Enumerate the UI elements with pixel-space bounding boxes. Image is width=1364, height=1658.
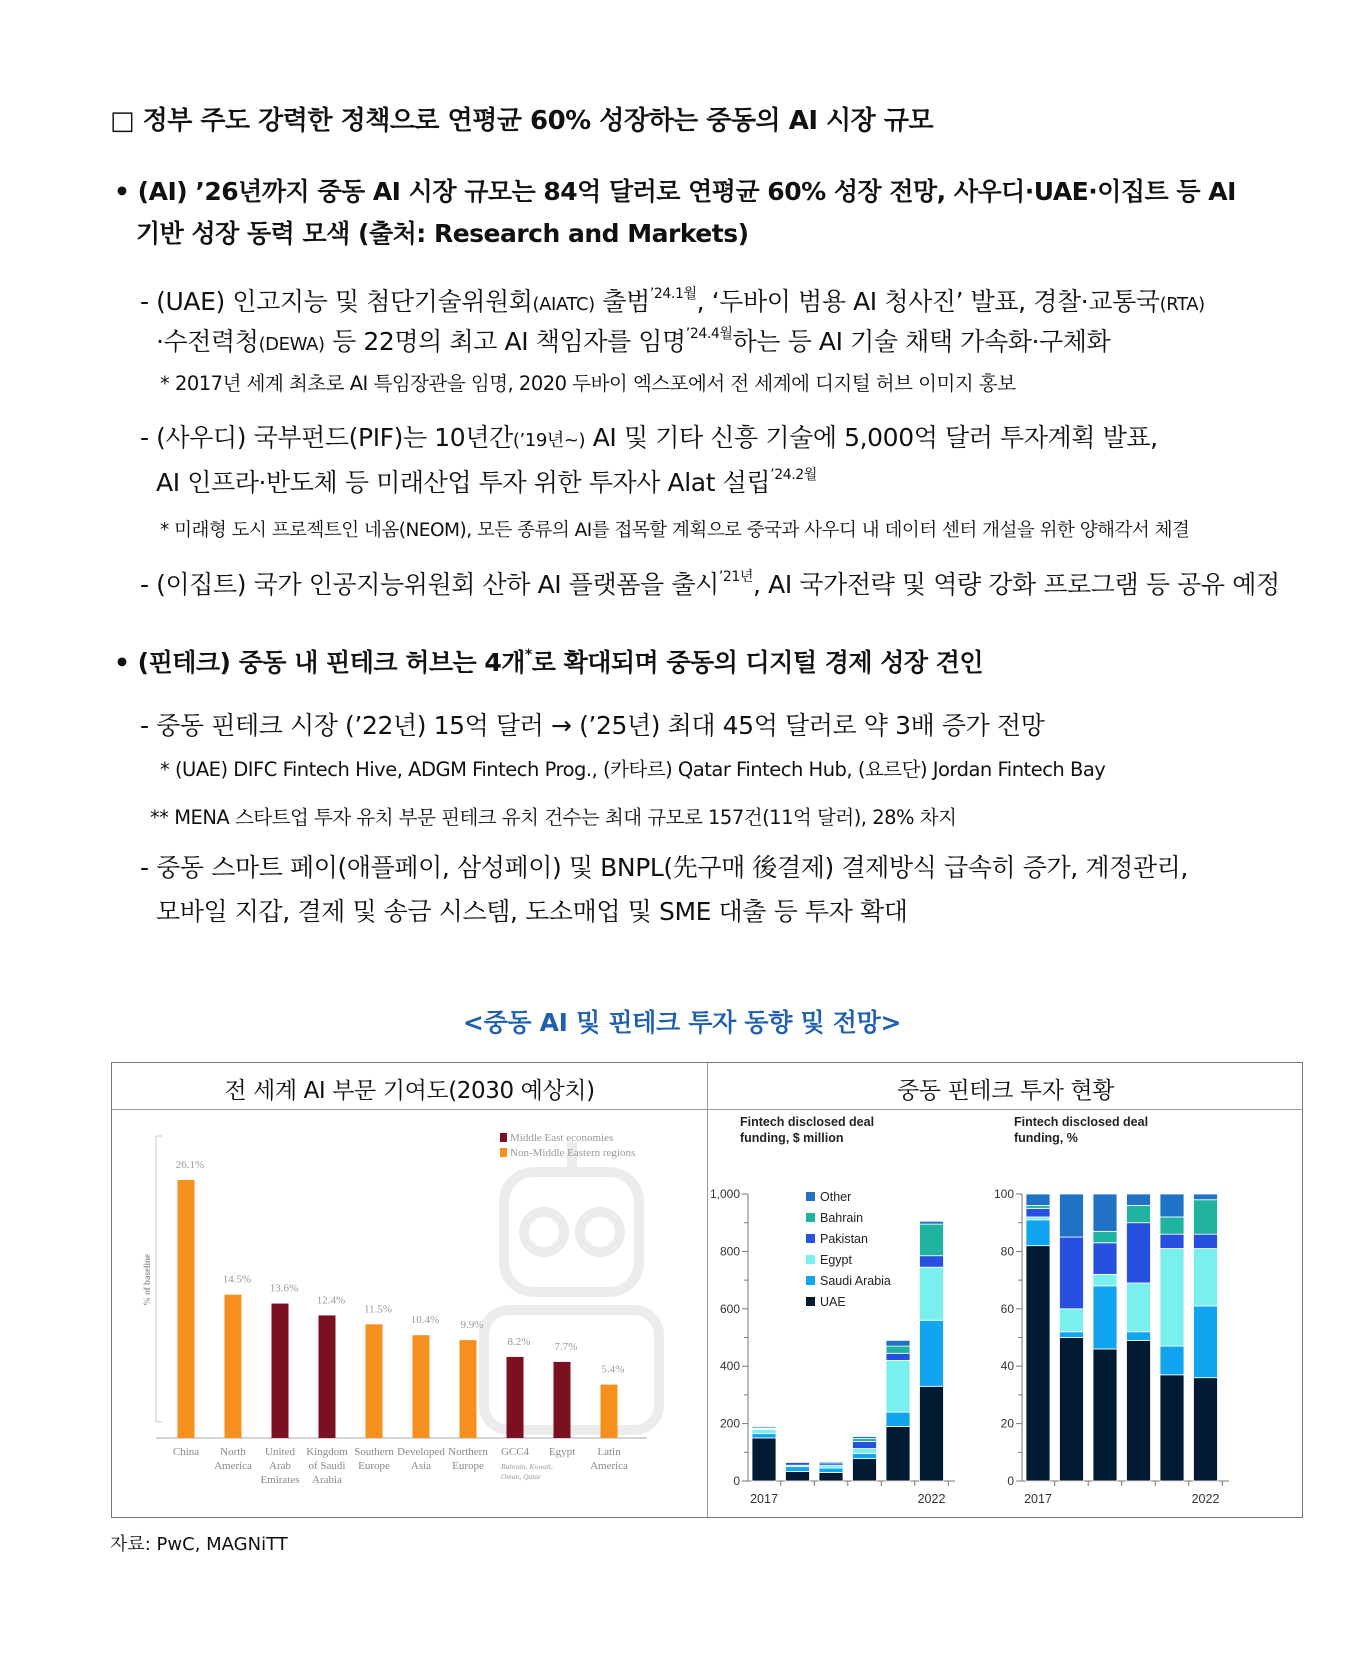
- chart2-y-tick-label: 100: [993, 1187, 1014, 1201]
- chart2-segment-saudi-arabia: [1026, 1220, 1050, 1246]
- y-axis-label: % of baseline: [142, 1253, 152, 1307]
- bar-2: [272, 1304, 289, 1438]
- x-tick-label: Arab: [269, 1460, 291, 1472]
- chart1-segment-uae: [819, 1472, 843, 1481]
- chart1-segment-saudi-arabia: [886, 1412, 910, 1426]
- egypt-line: [140, 565, 1280, 601]
- right-panel-title: 중동 핀테크 투자 현황: [896, 1078, 1115, 1104]
- chart1-y-tick-label: 600: [719, 1301, 740, 1316]
- chart1-segment-other: [920, 1221, 944, 1224]
- x-tick-label: Egypt: [548, 1446, 576, 1458]
- egypt-date-sup: ’21년: [718, 569, 754, 585]
- bar-value-label: 26.1%: [175, 1159, 205, 1171]
- chart2-segment-egypt: [1160, 1249, 1184, 1347]
- bar-4: [366, 1324, 383, 1438]
- x-tick-label: United: [265, 1446, 295, 1458]
- chart2-title-line: funding, %: [1014, 1131, 1078, 1145]
- bar-9: [601, 1385, 618, 1438]
- chart1-segment-egypt: [886, 1360, 910, 1412]
- chart1-y-tick-label: 800: [719, 1244, 740, 1259]
- chart1-segment-uae: [920, 1386, 944, 1481]
- chart2-segment-bahrain: [1026, 1205, 1050, 1208]
- x-tick-label: Asia: [410, 1460, 432, 1472]
- uae-rta: (RTA): [1159, 294, 1205, 315]
- chart2-segment-uae: [1127, 1340, 1151, 1481]
- chart2-segment-bahrain: [1127, 1205, 1151, 1222]
- chart2-y-tick-label: 60: [1000, 1301, 1014, 1316]
- chart2-segment-other: [1160, 1194, 1184, 1217]
- legend-swatch-uae: [806, 1297, 815, 1306]
- chart1-segment-saudi-arabia: [752, 1434, 776, 1438]
- chart2-y-tick-label: 80: [1000, 1244, 1014, 1259]
- chart2-y-tick-label: 20: [1000, 1416, 1014, 1431]
- chart1-x-tick-label: 2022: [917, 1492, 946, 1506]
- gcc4-note: Bahrain, Kuwait,: [501, 1462, 553, 1471]
- fintech-head-sup: *: [524, 647, 532, 663]
- gcc4-note: Oman, Qatar: [501, 1472, 542, 1481]
- chart2-segment-bahrain: [1093, 1231, 1117, 1242]
- uae-date-sup: ’24.1월: [649, 286, 697, 302]
- chart2-segment-bahrain: [1160, 1217, 1184, 1234]
- fintech-note-1: * (UAE) DIFC Fintech Hive, ADGM Fintech Prog., (카타르) Qatar Fintech Hub, (요르단) Jordan Fintech Bay: [160, 758, 1106, 781]
- x-tick-label: North: [220, 1446, 246, 1458]
- chart2-x-tick-label: 2017: [1024, 1492, 1052, 1506]
- chart2-y-tick-label: 40: [1000, 1359, 1014, 1374]
- legend-swatch-bahrain: [806, 1213, 815, 1222]
- figure-title: <중동 AI 및 핀테크 투자 동향 및 전망>: [462, 1008, 902, 1037]
- saudi-line-1: [140, 418, 1158, 454]
- bar-1: [225, 1295, 242, 1438]
- chart1-y-tick-label: 400: [719, 1359, 740, 1374]
- uae-line-2: [156, 322, 1110, 358]
- chart1-y-tick-label: 200: [719, 1416, 740, 1431]
- bar-6: [460, 1340, 477, 1438]
- x-tick-label: of Saudi: [308, 1460, 346, 1472]
- bar-value-label: 9.9%: [460, 1319, 484, 1332]
- chart1-segment-uae: [886, 1426, 910, 1481]
- uae-text-a: - (UAE) 인고지능 및 첨단기술위원회: [140, 287, 533, 316]
- chart1-segment-egypt: [853, 1449, 877, 1454]
- x-tick-label: Northern: [448, 1446, 488, 1458]
- chart1-segment-pakistan: [853, 1441, 877, 1448]
- legend-label-middle-east: Middle East economies: [510, 1132, 614, 1144]
- bar-value-label: 11.5%: [363, 1303, 393, 1316]
- bar-value-label: 7.7%: [554, 1340, 578, 1353]
- legend-swatch-middle-east: [500, 1133, 507, 1142]
- chart2-x-tick-label: 2022: [1191, 1492, 1220, 1506]
- chart1-title-line: Fintech disclosed deal: [740, 1115, 875, 1129]
- legend-label-non-middle-east: Non-Middle Eastern regions: [510, 1147, 636, 1159]
- x-tick-label: Latin: [597, 1446, 621, 1458]
- bar-value-label: 10.4%: [410, 1314, 440, 1327]
- x-tick-label: Kingdom: [306, 1446, 348, 1458]
- chart1-segment-egypt: [752, 1429, 776, 1433]
- chart1-segment-pakistan: [886, 1353, 910, 1360]
- chart2-segment-egypt: [1093, 1274, 1117, 1285]
- chart1-segment-other: [786, 1461, 810, 1462]
- chart1-segment-uae: [853, 1459, 877, 1481]
- saudi-text-a: - (사우디) 국부펀드(PIF)는 10년간: [140, 423, 513, 452]
- bar-value-label: 12.4%: [316, 1294, 346, 1307]
- chart2-segment-saudi-arabia: [1127, 1332, 1151, 1341]
- legend-swatch-pakistan: [806, 1234, 815, 1243]
- bar-value-label: 8.2%: [507, 1335, 531, 1348]
- chart2-segment-uae: [1093, 1349, 1117, 1481]
- x-tick-label: GCC4: [500, 1446, 530, 1458]
- legend-label-egypt: Egypt: [820, 1253, 852, 1267]
- legend-label-uae: UAE: [820, 1295, 846, 1309]
- x-tick-label: America: [214, 1460, 252, 1472]
- chart2-segment-pakistan: [1093, 1243, 1117, 1275]
- x-tick-label: Europe: [452, 1460, 484, 1472]
- x-tick-label: Developed: [397, 1446, 445, 1458]
- chart2-segment-saudi-arabia: [1160, 1346, 1184, 1375]
- bar-8: [554, 1362, 571, 1438]
- chart2-segment-pakistan: [1127, 1223, 1151, 1283]
- uae-text-c: 출범: [594, 287, 650, 316]
- chart2-segment-saudi-arabia: [1194, 1306, 1218, 1378]
- x-tick-label: Arabia: [312, 1474, 342, 1486]
- uae2-date-sup: ’24.4월: [685, 326, 733, 342]
- fintech-bullet-heading: [114, 643, 983, 679]
- chart1-y-tick-label: 1,000: [709, 1187, 740, 1201]
- chart2-segment-other: [1026, 1194, 1050, 1205]
- egypt-text-b: , AI 국가전략 및 역량 강화 프로그램 등 공유 예정: [753, 570, 1280, 599]
- left-panel-header: [112, 1063, 707, 1110]
- egypt-text-a: - (이집트) 국가 인공지능위원회 산하 AI 플랫폼을 출시: [140, 570, 719, 599]
- chart2-segment-egypt: [1060, 1309, 1084, 1332]
- uae-aiatc: (AIATC): [532, 294, 595, 315]
- fintech-line-2: - 중동 스마트 페이(애플페이, 삼성페이) 및 BNPL(先구매 後결제) 결제방식 급속히 증가, 계정관리,: [140, 853, 1188, 882]
- bar-7: [507, 1357, 524, 1438]
- bar-5: [413, 1335, 430, 1438]
- uae2-text-d: 하는 등 AI 기술 채택 가속화·구체화: [732, 327, 1111, 356]
- fintech-line-3: 모바일 지갑, 결제 및 송금 시스템, 도소매업 및 SME 대출 등 투자 확대: [156, 897, 908, 926]
- chart1-segment-other: [752, 1426, 776, 1427]
- chart2-y-tick-label: 0: [1007, 1474, 1014, 1488]
- chart2-segment-pakistan: [1160, 1234, 1184, 1248]
- section-heading: □ 정부 주도 강력한 정책으로 연평균 60% 성장하는 중동의 AI 시장 규모: [110, 106, 934, 136]
- chart1-title-line: funding, $ million: [740, 1131, 844, 1145]
- ai-contribution-chart: [112, 1110, 706, 1515]
- uae-text-d: , ‘두바이 범용 AI 청사진’ 발표, 경찰·교통국: [696, 287, 1160, 316]
- fintech-line-1: - 중동 핀테크 시장 (’22년) 15억 달러 → (’25년) 최대 45억 달러로 약 3배 증가 전망: [140, 711, 1045, 740]
- chart1-segment-saudi-arabia: [853, 1453, 877, 1458]
- chart2-segment-other: [1127, 1194, 1151, 1205]
- x-tick-label: China: [172, 1446, 200, 1458]
- bar-value-label: 13.6%: [269, 1282, 299, 1295]
- chart1-segment-pakistan: [920, 1256, 944, 1267]
- chart1-segment-saudi-arabia: [920, 1320, 944, 1386]
- saudi2-text: AI 인프라·반도체 등 미래산업 투자 위한 투자사 Alat 설립: [156, 468, 771, 497]
- chart1-segment-other: [853, 1437, 877, 1439]
- chart1-segment-bahrain: [920, 1224, 944, 1256]
- uae2-text-a: ·수전력청: [156, 327, 259, 356]
- legend-label-pakistan: Pakistan: [820, 1232, 868, 1246]
- saudi-period: (’19년~): [512, 430, 586, 451]
- chart2-segment-uae: [1194, 1378, 1218, 1481]
- fintech-head-a: • (핀테크) 중동 내 핀테크 허브는 4개: [114, 648, 525, 677]
- legend-label-other: Other: [820, 1190, 852, 1204]
- x-tick-label: Europe: [358, 1460, 390, 1472]
- chart2-title-line: Fintech disclosed deal: [1014, 1115, 1149, 1129]
- chart2-segment-pakistan: [1194, 1234, 1218, 1248]
- chart2-segment-egypt: [1026, 1217, 1050, 1220]
- bar-value-label: 14.5%: [222, 1273, 252, 1286]
- fintech-funding-charts: [708, 1110, 1302, 1515]
- chart1-segment-bahrain: [853, 1439, 877, 1442]
- fintech-note-2: ** MENA 스타트업 투자 유치 부문 핀테크 유치 건수는 최대 규모로 157건(11억 달러), 28% 차지: [150, 806, 957, 829]
- chart2-segment-uae: [1160, 1375, 1184, 1481]
- ai-bullet-heading-line2: 기반 성장 동력 모색 (출처: Research and Markets): [136, 219, 749, 248]
- fintech-head-b: 로 확대되며 중동의 디지털 경제 성장 견인: [531, 648, 984, 677]
- legend-swatch-non-middle-east: [500, 1148, 507, 1157]
- ai-bullet-heading-line1: • (AI) ’26년까지 중동 AI 시장 규모는 84억 달러로 연평균 60% 성장 전망, 사우디·UAE·이집트 등 AI: [114, 177, 1236, 206]
- chart2-segment-uae: [1026, 1246, 1050, 1481]
- bar-3: [319, 1315, 336, 1438]
- x-tick-label: Southern: [354, 1446, 394, 1458]
- saudi2-date-sup: ’24.2월: [770, 467, 817, 483]
- saudi-text-c: AI 및 기타 신흥 기술에 5,000억 달러 투자계획 발표,: [585, 423, 1158, 452]
- x-tick-label: Emirates: [260, 1474, 300, 1486]
- chart2-segment-other: [1060, 1194, 1084, 1237]
- legend-label-saudi-arabia: Saudi Arabia: [820, 1274, 891, 1288]
- chart2-segment-egypt: [1127, 1283, 1151, 1332]
- chart1-x-tick-label: 2017: [750, 1492, 778, 1506]
- chart2-segment-pakistan: [1026, 1208, 1050, 1217]
- chart1-segment-bahrain: [886, 1346, 910, 1353]
- legend-label-bahrain: Bahrain: [820, 1211, 864, 1225]
- legend-swatch-saudi-arabia: [806, 1276, 815, 1285]
- x-tick-label: America: [590, 1460, 628, 1472]
- chart2-segment-saudi-arabia: [1093, 1286, 1117, 1349]
- chart2-segment-bahrain: [1194, 1200, 1218, 1234]
- bar-0: [178, 1180, 195, 1438]
- chart1-segment-other: [886, 1340, 910, 1346]
- chart1-segment-uae: [786, 1472, 810, 1481]
- chart1-segment-egypt: [920, 1267, 944, 1320]
- saudi-note: * 미래형 도시 프로젝트인 네옴(NEOM), 모든 종류의 AI를 접목할 계획으로 중국과 사우디 내 데이터 센터 개설을 위한 양해각서 체결: [160, 520, 1190, 541]
- chart1-segment-pakistan: [786, 1462, 810, 1465]
- legend-swatch-egypt: [806, 1255, 815, 1264]
- chart1-segment-egypt: [819, 1465, 843, 1468]
- figure-box: [111, 1062, 1303, 1518]
- saudi-line-2: [156, 463, 817, 499]
- chart1-segment-uae: [752, 1438, 776, 1481]
- chart2-segment-egypt: [1194, 1249, 1218, 1306]
- chart2-segment-uae: [1060, 1338, 1084, 1482]
- uae2-dewa: (DEWA): [258, 334, 325, 355]
- right-panel-header: [707, 1063, 1303, 1110]
- chart1-segment-saudi-arabia: [786, 1467, 810, 1472]
- legend-swatch-other: [806, 1192, 815, 1201]
- chart2-segment-other: [1093, 1194, 1117, 1231]
- uae-note: * 2017년 세계 최초로 AI 특임장관을 임명, 2020 두바이 엑스포에서 전 세계에 디지털 허브 이미지 홍보: [160, 372, 1016, 395]
- chart2-segment-pakistan: [1060, 1237, 1084, 1309]
- chart2-segment-other: [1194, 1194, 1218, 1200]
- bar-value-label: 5.4%: [601, 1363, 625, 1376]
- chart2-segment-saudi-arabia: [1060, 1332, 1084, 1338]
- left-panel-title: 전 세계 AI 부문 기여도(2030 예상치): [224, 1078, 595, 1104]
- chart1-segment-saudi-arabia: [819, 1468, 843, 1472]
- uae-line-1: [140, 282, 1205, 318]
- chart1-y-tick-label: 0: [733, 1474, 740, 1488]
- uae2-text-c: 등 22명의 최고 AI 책임자를 임명: [324, 327, 686, 356]
- chart1-segment-other: [819, 1461, 843, 1462]
- source-note: 자료: PwC, MAGNiTT: [110, 1534, 288, 1555]
